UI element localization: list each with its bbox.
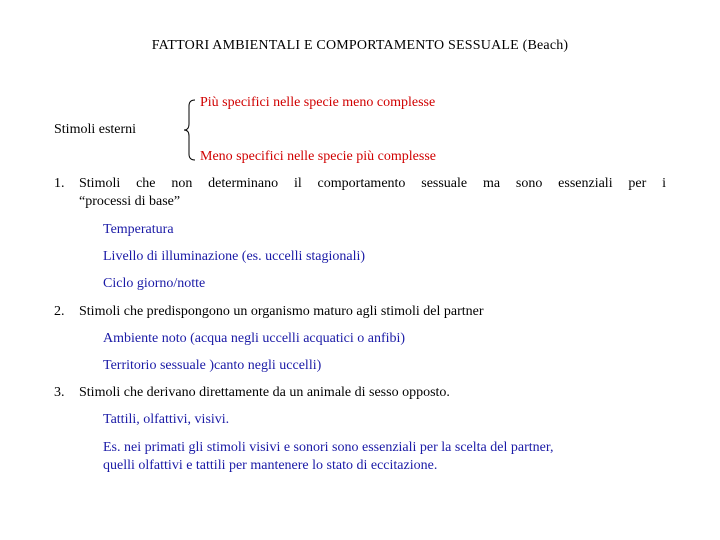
item-3-sub-2: Es. nei primati gli stimoli visivi e sonori sono essenziali per la scelta del partner, <box>103 440 554 455</box>
item-3-sub-3: quelli olfattivi e tattili per mantenere lo stato di eccitazione. <box>103 458 438 473</box>
item-2-text: Stimoli che predispongono un organismo maturo agli stimoli del partner <box>79 304 484 319</box>
item-1-text <box>79 175 666 193</box>
page-title: FATTORI AMBIENTALI E COMPORTAMENTO SESSUALE (Beach) <box>151 38 569 53</box>
curly-brace-icon <box>183 97 199 163</box>
item-3-sub-1: Tattili, olfattivi, visivi. <box>103 412 230 427</box>
item-1-number: 1. <box>54 176 65 191</box>
item-2-sub-1: Ambiente noto (acqua negli uccelli acquatici o anfibi) <box>103 331 406 346</box>
item-2-number: 2. <box>54 304 65 319</box>
item-3-number: 3. <box>54 385 65 400</box>
item-2-sub-2: Territorio sessuale )canto negli uccelli) <box>103 358 322 373</box>
item-1-text-line2: “processi di base” <box>79 194 181 209</box>
item-3-text: Stimoli che derivano direttamente da un animale di sesso opposto. <box>79 385 450 400</box>
item-1-sub-2: Livello di illuminazione (es. uccelli stagionali) <box>103 249 366 264</box>
stimoli-esterni-label: Stimoli esterni <box>54 122 137 137</box>
item-1-sub-3: Ciclo giorno/notte <box>103 276 206 291</box>
item-1-text-line1: Stimoli che non determinano il comportamento sessuale ma sono essenziali per i <box>79 176 666 191</box>
item-1-sub-1: Temperatura <box>103 222 174 237</box>
stimoli-top-option: Più specifici nelle specie meno complesse <box>200 95 436 110</box>
stimoli-bottom-option: Meno specifici nelle specie più complesse <box>200 149 436 164</box>
